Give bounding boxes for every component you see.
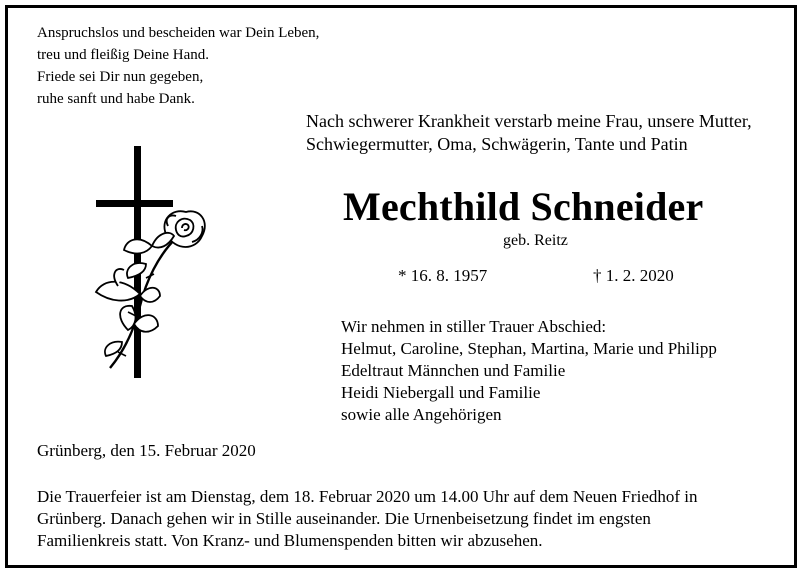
poem-line: ruhe sanft und habe Dank. bbox=[37, 91, 195, 107]
notice-line: Grünberg. Danach gehen wir in Stille auseinander. Die Urnenbeisetzung findet im engsten bbox=[37, 509, 651, 528]
poem-line: Anspruchslos und bescheiden war Dein Leben, bbox=[37, 25, 320, 41]
intro-line: Schwiegermutter, Oma, Schwägerin, Tante und Patin bbox=[306, 134, 688, 154]
mourners-list bbox=[341, 316, 717, 426]
mourners-line: sowie alle Angehörigen bbox=[341, 405, 502, 424]
funeral-notice bbox=[37, 486, 777, 552]
cross-with-rose-icon bbox=[88, 146, 218, 378]
mourners-line: Heidi Niebergall und Familie bbox=[341, 383, 541, 402]
notice-line: Familienkreis statt. Von Kranz- und Blumenspenden bitten wir abzusehen. bbox=[37, 531, 543, 550]
intro-text bbox=[306, 110, 752, 156]
maiden-name: geb. Reitz bbox=[503, 232, 568, 249]
notice-line: Die Trauerfeier ist am Dienstag, dem 18. Februar 2020 um 14.00 Uhr auf dem Neuen Friedhof in bbox=[37, 487, 698, 506]
birth-date: * 16. 8. 1957 bbox=[398, 266, 488, 285]
place-and-date: Grünberg, den 15. Februar 2020 bbox=[37, 441, 256, 460]
mourners-line: Wir nehmen in stiller Trauer Abschied: bbox=[341, 317, 607, 336]
mourners-line: Helmut, Caroline, Stephan, Martina, Marie und Philipp bbox=[341, 339, 717, 358]
intro-line: Nach schwerer Krankheit verstarb meine Frau, unsere Mutter, bbox=[306, 111, 752, 131]
death-date: † 1. 2. 2020 bbox=[593, 266, 674, 285]
poem-line: treu und fleißig Deine Hand. bbox=[37, 47, 210, 63]
poem-line: Friede sei Dir nun gegeben, bbox=[37, 69, 204, 85]
mourners-line: Edeltraut Männchen und Familie bbox=[341, 361, 566, 380]
deceased-name: Mechthild Schneider bbox=[343, 184, 704, 229]
poem bbox=[37, 22, 319, 110]
